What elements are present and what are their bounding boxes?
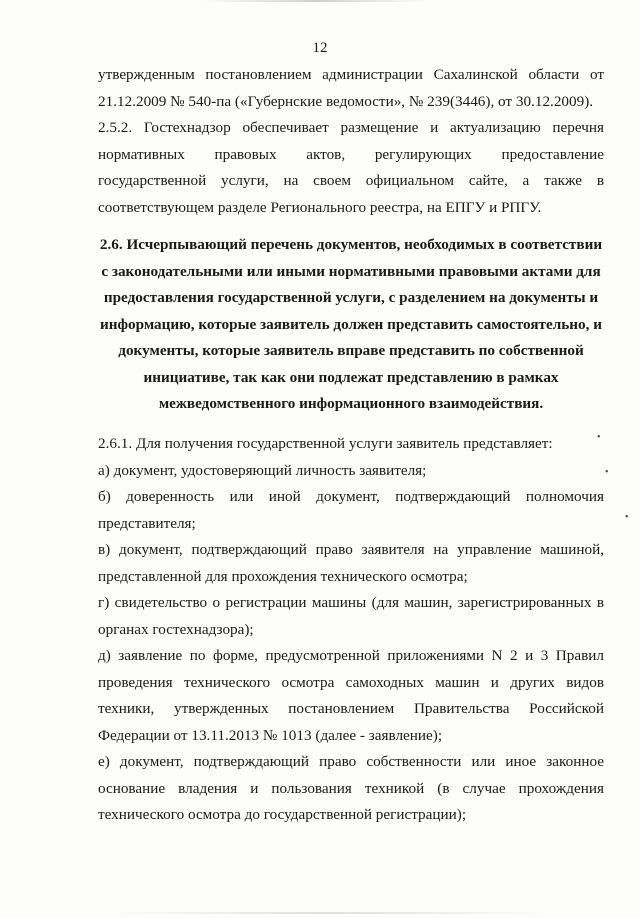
section-heading-2-6 — [98, 232, 604, 418]
heading-line: предоставления государственной услуги, с разделением на документы и — [103, 289, 599, 306]
page-number: 12 — [312, 40, 328, 56]
paragraph-decree-reference: утвержденным постановлением администрации Сахалинской области от 21.12.2009 № 540-па («Губернские ведомости», № 239(3446), от 30.12.2009). — [98, 66, 604, 110]
scan-speck: • — [625, 512, 629, 523]
list-item-b: б) доверенность или иной документ, подтверждающий полномочия представителя; — [98, 488, 604, 532]
list-item-a: а) документ, удостоверяющий личность заявителя; — [98, 461, 427, 479]
list-item-g: г) свидетельство о регистрации машины (для машин, зарегистрированных в органах гостехнадзора); — [98, 594, 604, 638]
text-block-intro — [98, 62, 604, 221]
heading-line: информацию, которые заявитель должен представить самостоятельно, и — [100, 315, 602, 333]
scan-speck: • — [605, 467, 609, 478]
text-block-2-6-1 — [98, 431, 604, 829]
heading-line: с законодательными или иными нормативными правовыми актами для — [101, 262, 601, 280]
paragraph-2-5-2: 2.5.2. Гостехнадзор обеспечивает размещение и актуализацию перечня нормативных правовых актов, регулирующих предоставление государственной услуги, на своем официальном сайте, а также в соответствующем разделе Регионального реестра, на ЕПГУ и РПГУ. — [98, 119, 604, 216]
scan-speck: • — [597, 432, 601, 443]
list-item-e: е) документ, подтверждающий право собственности или иное законное основание владения и пользования техникой (в случае прохождения технического осмотра до государственной регистрации); — [98, 753, 604, 823]
list-item-d: д) заявление по форме, предусмотренной приложениями N 2 и 3 Правил проведения технического осмотра самоходных машин и других видов техники, утвержденных постановлением Правительства Российской Федерации от 13.11.2013 № 1013 (далее - заявление); — [98, 647, 604, 744]
scan-artifact-bottom — [110, 912, 550, 914]
heading-line: межведомственного информационного взаимодействия. — [158, 395, 544, 412]
list-item-v: в) документ, подтверждающий право заявителя на управление машиной, представленной для прохождения технического осмотра; — [98, 541, 604, 585]
heading-line: инициативе, так как они подлежат представлению в рамках — [143, 368, 559, 386]
paragraph-2-6-1: 2.6.1. Для получения государственной услуги заявитель представляет: — [98, 435, 553, 452]
scan-artifact-top — [200, 0, 430, 2]
heading-line: 2.6. Исчерпывающий перечень документов, необходимых в соответствии — [99, 236, 603, 253]
heading-line: документы, которые заявитель вправе представить по собственной — [118, 342, 584, 359]
